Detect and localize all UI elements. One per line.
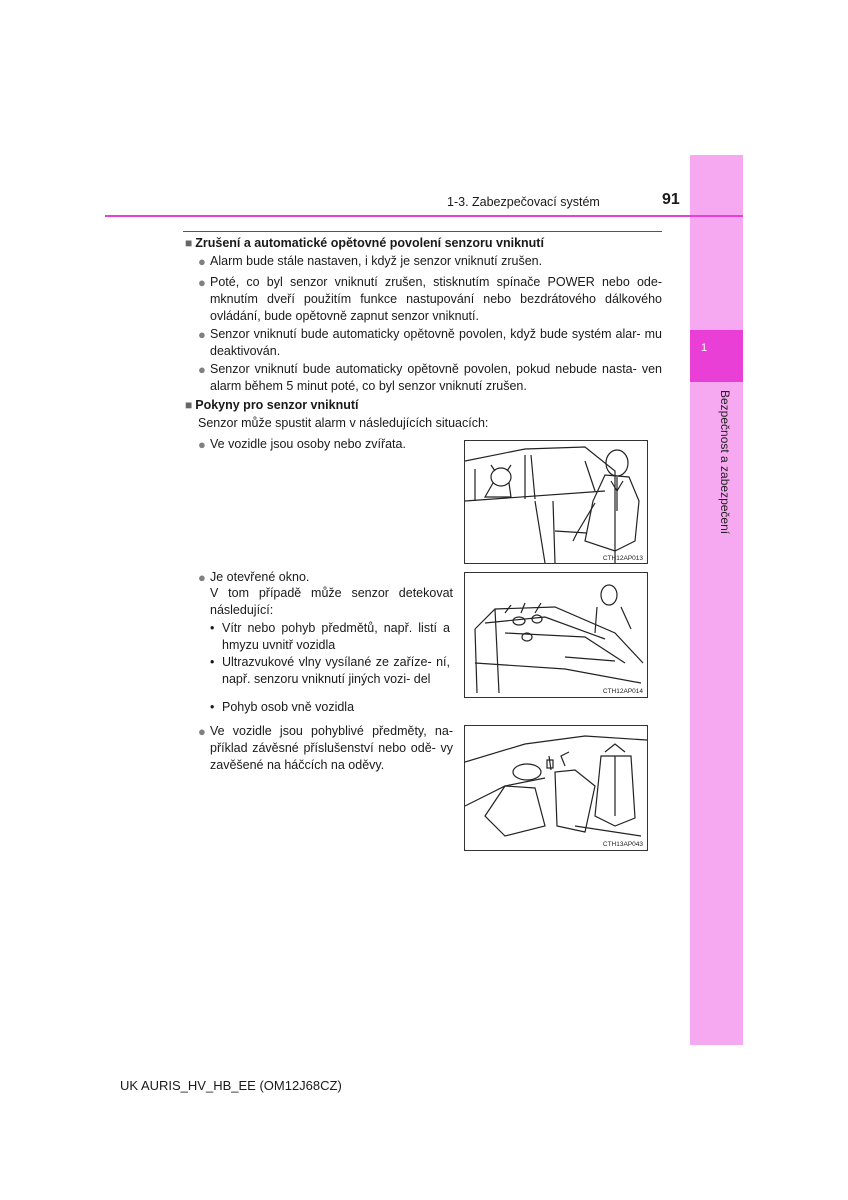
figure-caption: CTH12AP013 bbox=[602, 555, 643, 562]
chapter-number: 1 bbox=[700, 342, 708, 354]
sub-item-text: Vítr nebo pohyb předmětů, např. listí a hmyzu uvnitř vozidla bbox=[222, 621, 450, 652]
figure-caption: CTH12AP014 bbox=[602, 688, 643, 695]
content-divider bbox=[183, 231, 662, 232]
square-bullet-icon: ■ bbox=[185, 398, 193, 412]
square-bullet-icon: ■ bbox=[185, 236, 193, 250]
dot-icon: • bbox=[210, 621, 215, 635]
list-item bbox=[198, 569, 453, 586]
list-item-text: Je otevřené okno. bbox=[210, 570, 310, 584]
sub-list-item bbox=[210, 620, 450, 654]
chapter-title: Bezpečnost a zabezpečení bbox=[718, 390, 732, 535]
list-item-text: Poté, co byl senzor vniknutí zrušen, stisknutím spínače POWER nebo ode- mknutím dveří použitím funkce nastupování nebo bezdrátového dálkového ovládání, bude opětovně zapnut senzor vniknutí. bbox=[210, 275, 662, 323]
section-intro: Senzor může spustit alarm v následujících situacích: bbox=[198, 416, 489, 430]
dot-icon: • bbox=[210, 700, 215, 714]
bullet-icon: ● bbox=[198, 570, 206, 585]
list-item-text: Senzor vniknutí bude automaticky opětovně povolen, když bude systém alar- mu deaktivován. bbox=[210, 327, 662, 358]
dot-icon: • bbox=[210, 655, 215, 669]
heading-text: Zrušení a automatické opětovné povolení senzoru vniknutí bbox=[195, 236, 544, 250]
list-item bbox=[198, 326, 662, 360]
figure-occupants bbox=[464, 440, 648, 564]
list-item bbox=[198, 274, 662, 325]
figure-hanging-items bbox=[464, 725, 648, 851]
document-footer: UK AURIS_HV_HB_EE (OM12J68CZ) bbox=[120, 1078, 342, 1093]
section-heading-cancel bbox=[185, 236, 544, 250]
car-interior-illustration bbox=[465, 726, 647, 850]
list-item-text: Alarm bude stále nastaven, i když je senzor vniknutí zrušen. bbox=[210, 254, 543, 268]
list-item bbox=[198, 361, 662, 395]
list-item bbox=[198, 253, 662, 270]
section-heading-notes bbox=[185, 398, 358, 412]
figure-open-window bbox=[464, 572, 648, 698]
figure-caption: CTH13AP043 bbox=[602, 841, 643, 848]
item-description: V tom případě může senzor detekovat následující: bbox=[210, 586, 453, 617]
bullet-icon: ● bbox=[198, 724, 206, 739]
bullet-icon: ● bbox=[198, 254, 206, 269]
sub-item-text: Ultrazvukové vlny vysílané ze zaříze- ní, např. senzoru vniknutí jiných vozi- del bbox=[222, 655, 450, 686]
car-open-window-illustration bbox=[465, 573, 647, 697]
header-divider bbox=[105, 215, 743, 217]
car-person-dog-illustration bbox=[465, 441, 647, 563]
chapter-side-tab bbox=[690, 155, 743, 1045]
list-item bbox=[198, 436, 453, 453]
bullet-icon: ● bbox=[198, 275, 206, 290]
section-title: 1-3. Zabezpečovací systém bbox=[447, 195, 600, 209]
chapter-tab-active bbox=[690, 330, 743, 382]
list-item-text: Ve vozidle jsou osoby nebo zvířata. bbox=[210, 437, 406, 451]
list-item bbox=[198, 723, 453, 774]
list-item-text: Senzor vniknutí bude automaticky opětovně povolen, pokud nebude nasta- ven alarm během 5 minut poté, co byl senzor vniknutí zrušen. bbox=[210, 362, 662, 393]
bullet-icon: ● bbox=[198, 362, 206, 377]
sub-list-item bbox=[210, 699, 450, 716]
bullet-icon: ● bbox=[198, 437, 206, 452]
sub-list-item bbox=[210, 654, 450, 688]
sub-item-text: Pohyb osob vně vozidla bbox=[222, 700, 355, 714]
bullet-icon: ● bbox=[198, 327, 206, 342]
list-item-text: Ve vozidle jsou pohyblivé předměty, na- příklad závěsné příslušenství nebo odě- vy zavěšené na háčcích na oděvy. bbox=[210, 724, 453, 772]
page-number: 91 bbox=[662, 191, 680, 208]
heading-text: Pokyny pro senzor vniknutí bbox=[195, 398, 359, 412]
